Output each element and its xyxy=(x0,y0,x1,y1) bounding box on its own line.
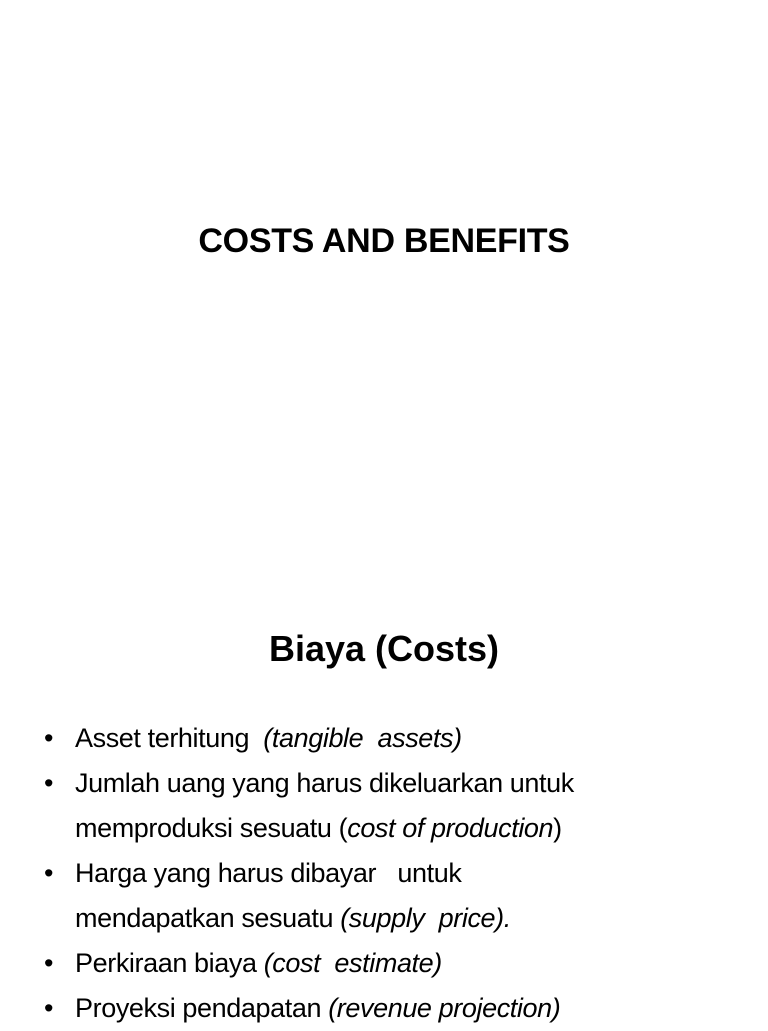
item-after: ) xyxy=(553,813,562,843)
item-term: (cost estimate) xyxy=(263,948,442,978)
list-item xyxy=(44,716,744,761)
bullet-icon: • xyxy=(44,723,54,753)
list-item xyxy=(44,851,545,941)
slide-heading: Biaya (Costs) xyxy=(268,628,500,669)
item-text: Proyeksi pendapatan xyxy=(75,993,329,1023)
bullet-icon: • xyxy=(44,993,54,1023)
item-term: (supply price). xyxy=(340,903,511,933)
list-item xyxy=(44,761,675,851)
item-text: Perkiraan biaya xyxy=(75,948,264,978)
bullet-list xyxy=(44,716,744,1031)
item-term: cost of production xyxy=(347,813,554,843)
item-text: Asset terhitung xyxy=(75,723,257,753)
bullet-icon: • xyxy=(44,858,54,888)
item-term: (tangible assets) xyxy=(256,723,462,753)
bullet-icon: • xyxy=(44,948,54,978)
list-item xyxy=(44,941,744,986)
list-item xyxy=(44,986,744,1031)
item-term: (revenue projection) xyxy=(328,993,561,1023)
slide-title: COSTS AND BENEFITS xyxy=(198,222,570,260)
bullet-icon: • xyxy=(44,768,54,798)
item-text: Jumlah uang yang harus dikeluarkan untuk memproduksi sesuatu ( xyxy=(75,768,574,843)
item-text: Harga yang harus dibayar untuk mendapatkan sesuatu xyxy=(75,858,469,933)
